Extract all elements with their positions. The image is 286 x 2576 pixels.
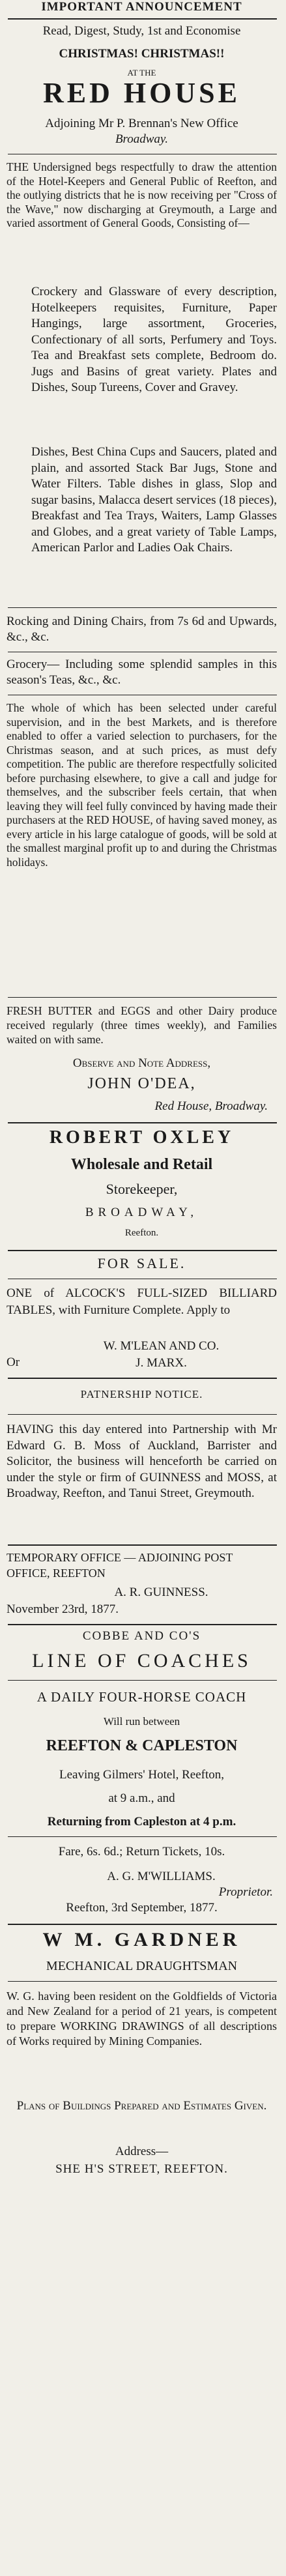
rule bbox=[8, 1836, 277, 1837]
ad1-grocery: Grocery— Including some splendid samples in this season's Teas, &c., &c. bbox=[7, 658, 277, 687]
ad1-name: JOHN O'DEA, bbox=[87, 1075, 196, 1092]
ad7-text: W. G. having been resident on the Goldfields of Victoria and New Zealand for a period of 21 years, is competent to prepare WORKING DRAWINGS of all descriptions of Works required by Mining Companies. bbox=[7, 1990, 277, 2048]
ad2-line2: Storekeeper, bbox=[106, 1181, 178, 1197]
ad6-line7: at 9 a.m., and bbox=[108, 1791, 175, 1805]
ad1-rocking: Rocking and Dining Chairs, from 7s 6d and Upwards, &c., &c. bbox=[7, 615, 277, 644]
ad1-title: RED HOUSE bbox=[43, 77, 240, 109]
ad6-line2: LINE OF COACHES bbox=[32, 1650, 251, 1672]
ad6-prop-label: Proprietor. bbox=[218, 1885, 273, 1899]
ad6-line4: Will run between bbox=[103, 1715, 180, 1728]
rule bbox=[8, 1624, 277, 1625]
ad6-line8: Returning from Capleston at 4 p.m. bbox=[47, 1815, 236, 1829]
rule bbox=[8, 1122, 277, 1123]
ad1-intro: THE Undersigned begs respectfully to draw the attention of the Hotel-Keepers and General Public of Reefton, and the outlying districts that he is now receiving per "Cross of the Wave," now discharging at Greymouth, a Large and varied assortment of General Goods, Consisting of— bbox=[7, 160, 277, 229]
ad7-role: MECHANICAL DRAUGHTSMAN bbox=[46, 1959, 238, 1973]
ad3-title: FOR SALE. bbox=[97, 1255, 186, 1271]
ad5-signer: A. R. GUINNESS. bbox=[114, 1585, 208, 1599]
ad4-title: PATNERSHIP NOTICE. bbox=[80, 1388, 203, 1400]
rule bbox=[8, 1544, 277, 1546]
ad6-line6: Leaving Gilmers' Hotel, Reefton, bbox=[59, 1768, 224, 1782]
ad1-observe: Observe and Note Address, bbox=[72, 1056, 211, 1070]
ad7-name: W M. GARDNER bbox=[42, 1929, 241, 1950]
rule bbox=[8, 1414, 277, 1415]
ad1-body: The whole of which has been selected under careful supervision, and in the best Markets, and is therefore enabled to offer a varied selection to purchasers, for the Christmas season, and at such prices, as must defy competition. The public are therefore respectfully solicited before purchasing elsewhere, to give a call and judge for themselves, and the subscriber feels certain, that when leaving they will feel fully convinced by having made their purchasers at the RED HOUSE, of having saved money, as every article in his large catalogue of goods, will be sold at the smallest marginal profit up to and during the Christmas holidays. bbox=[7, 701, 277, 869]
ad3-text: ONE of ALCOCK'S FULL-SIZED BILLIARD TABLES, with Furniture Complete. Apply to bbox=[7, 1286, 277, 1317]
ad1-butter: FRESH BUTTER and EGGS and other Dairy produce received regularly (three times weekly), and Families waited on with same. bbox=[7, 1004, 277, 1046]
ad4-text: HAVING this day entered into Partnership with Mr Edward G. B. Moss of Auckland, Barrister and Solicitor, the business will henceforth be carried on under the style or firm of GUINNESS and MOSS, at Broadway, Reefton, and Tanui Street, Greymouth. bbox=[7, 1423, 277, 1500]
ad6-fare: Fare, 6s. 6d.; Return Tickets, 10s. bbox=[58, 1845, 225, 1859]
ad3-agent2: J. MARX. bbox=[136, 1356, 187, 1370]
rule bbox=[8, 1981, 277, 1982]
ad6-line1: COBBE AND CO'S bbox=[82, 1629, 201, 1643]
ad1-header: IMPORTANT ANNOUNCEMENT bbox=[41, 0, 242, 14]
ad6-line5: REEFTON & CAPLESTON bbox=[46, 1737, 238, 1754]
ad6-proprietor: A. G. M'WILLIAMS. bbox=[107, 1870, 216, 1883]
rule bbox=[8, 607, 277, 608]
rule bbox=[8, 997, 277, 998]
ad1-broadway: Broadway. bbox=[115, 132, 169, 146]
ad7-address-label: Address— bbox=[115, 2145, 169, 2158]
ad1-line2: CHRISTMAS! CHRISTMAS!! bbox=[59, 47, 225, 61]
ad7-address: SHE H'S STREET, REEFTON. bbox=[55, 2162, 228, 2176]
ad7-plans: Plans of Buildings Prepared and Estimates Given. bbox=[16, 2099, 267, 2113]
ad1-list1: Crockery and Glassware of every description, Hotelkeepers requisites, Furniture, Paper Hangings, large assortment, Groceries, Confectionary of all sorts, Perfumery and Toys. Tea and Breakfast sets complete, Bedroom do. Jugs and Basins of great variety. Plates and Dishes, Soup Tureens, Cover and Gravey. bbox=[31, 285, 277, 394]
rule bbox=[8, 1680, 277, 1681]
ad5-title: TEMPORARY OFFICE — ADJOINING POST OFFICE, REEFTON bbox=[7, 1551, 233, 1580]
ad2-town: Reefton. bbox=[124, 1228, 159, 1238]
ad1-line1: Read, Digest, Study, 1st and Economise bbox=[42, 24, 241, 38]
ad1-address: Red House, Broadway. bbox=[154, 1099, 268, 1113]
ad2-line1: Wholesale and Retail bbox=[70, 1156, 213, 1173]
ad2-name: ROBERT OXLEY bbox=[49, 1127, 235, 1148]
ad1-list2: Dishes, Best China Cups and Saucers, plated and plain, and assorted Stack Bar Jugs, Stone and Water Filters. Table dishes in glass, Slop and sugar basins, Malacca desert services (18 pieces), Breakfast and Tea Trays, Waiters, Lamp Glasses and Globes, and a great variety of Table Lamps, American Parlor and Ladies Oak Chairs. bbox=[31, 445, 277, 555]
ad2-street: BROADWAY, bbox=[85, 1206, 199, 1219]
ad6-line3: A DAILY FOUR-HORSE COACH bbox=[36, 1689, 247, 1705]
ad1-at-the: AT THE bbox=[127, 68, 156, 78]
rule bbox=[8, 1378, 277, 1379]
ad1-adjoining: Adjoining Mr P. Brennan's New Office bbox=[45, 117, 238, 130]
ad3-agent1: W. M'LEAN AND CO. bbox=[103, 1339, 220, 1353]
rule bbox=[8, 1250, 277, 1251]
ad3-or: Or bbox=[7, 1355, 20, 1369]
rule bbox=[8, 18, 277, 20]
rule bbox=[8, 1924, 277, 1925]
ad5-date: November 23rd, 1877. bbox=[7, 1602, 119, 1616]
ad6-date: Reefton, 3rd September, 1877. bbox=[66, 1901, 218, 1915]
